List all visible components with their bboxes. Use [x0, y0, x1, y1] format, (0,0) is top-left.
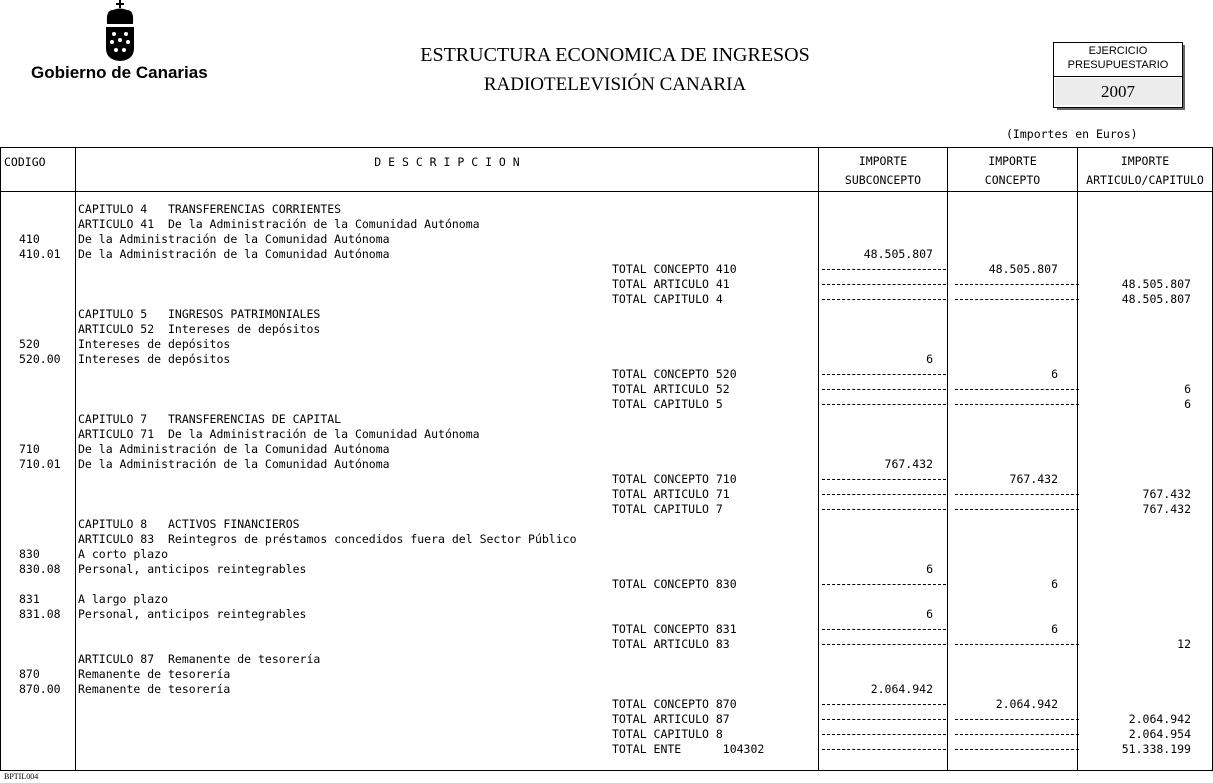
coat-of-arms-icon — [103, 0, 137, 62]
cell-total-label: TOTAL ARTICULO 52 — [612, 382, 730, 396]
cell-descripcion: Intereses de depósitos — [78, 352, 231, 366]
header-divider — [0, 191, 1213, 192]
table-row — [0, 397, 1213, 412]
column-header-codigo: CODIGO — [4, 155, 46, 169]
table-row — [0, 382, 1213, 397]
cell-codigo: 831.08 — [19, 607, 61, 621]
cell-importe-articulo-capitulo: 2.064.942 — [1128, 712, 1191, 726]
table-row — [0, 727, 1213, 742]
table-row — [0, 697, 1213, 712]
dashed-rule — [955, 644, 1079, 645]
cell-descripcion: CAPITULO 5 INGRESOS PATRIMONIALES — [78, 307, 321, 321]
cell-codigo: 410.01 — [19, 247, 61, 261]
table-row — [0, 307, 1213, 322]
ejercicio-box — [1053, 42, 1183, 108]
cell-descripcion: De la Administración de la Comunidad Autónoma — [78, 232, 390, 246]
dashed-rule — [955, 719, 1079, 720]
cell-importe-concepto: 48.505.807 — [988, 262, 1058, 276]
table-row — [0, 607, 1213, 622]
cell-descripcion: De la Administración de la Comunidad Autónoma — [78, 442, 390, 456]
cell-descripcion: Personal, anticipos reintegrables — [78, 607, 307, 621]
cell-descripcion: ARTICULO 71 De la Administración de la Comunidad Autónoma — [78, 427, 480, 441]
cell-descripcion: De la Administración de la Comunidad Autónoma — [78, 457, 390, 471]
dashed-rule — [822, 299, 946, 300]
table-row — [0, 277, 1213, 292]
logo — [28, 0, 213, 90]
cell-total-label: TOTAL CONCEPTO 520 — [612, 367, 737, 381]
cell-total-label: TOTAL CONCEPTO 830 — [612, 577, 737, 591]
column-header-subconcepto: SUBCONCEPTO — [844, 173, 922, 187]
cell-codigo: 520.00 — [19, 352, 61, 366]
cell-descripcion: CAPITULO 4 TRANSFERENCIAS CORRIENTES — [78, 202, 342, 216]
cell-importe-subconcepto: 6 — [926, 352, 933, 366]
cell-importe-subconcepto: 48.505.807 — [863, 247, 933, 261]
table-row — [0, 667, 1213, 682]
cell-total-label: TOTAL CONCEPTO 710 — [612, 472, 737, 486]
page-subtitle: RADIOTELEVISIÓN CANARIA — [483, 74, 747, 95]
cell-importe-articulo-capitulo: 48.505.807 — [1121, 292, 1191, 306]
table-row — [0, 622, 1213, 637]
cell-descripcion: A largo plazo — [78, 592, 169, 606]
column-header-concepto: CONCEPTO — [984, 173, 1041, 187]
table-row — [0, 322, 1213, 337]
cell-importe-articulo-capitulo: 2.064.954 — [1128, 727, 1191, 741]
cell-codigo: 710 — [19, 442, 40, 456]
cell-codigo: 831 — [19, 592, 40, 606]
cell-total-label: TOTAL CAPITULO 5 — [612, 397, 723, 411]
cell-importe-articulo-capitulo: 767.432 — [1142, 502, 1191, 516]
dashed-rule — [822, 389, 946, 390]
cell-importe-articulo-capitulo: 6 — [1184, 382, 1191, 396]
table-row — [0, 577, 1213, 592]
cell-total-label: TOTAL CAPITULO 4 — [612, 292, 723, 306]
cell-descripcion: Remanente de tesorería — [78, 682, 231, 696]
column-header-articulo-capitulo: IMPORTE — [1120, 154, 1170, 168]
cell-descripcion: Intereses de depósitos — [78, 337, 231, 351]
dashed-rule — [955, 299, 1079, 300]
year-value: 2007 — [1055, 78, 1181, 105]
table-body — [0, 202, 1213, 757]
dashed-rule — [822, 749, 946, 750]
table-row — [0, 217, 1213, 232]
table-row — [0, 202, 1213, 217]
column-header-articulo-capitulo: ARTICULO/CAPITULO — [1086, 173, 1204, 187]
table-row — [0, 517, 1213, 532]
dashed-rule — [822, 584, 946, 585]
cell-codigo: 870 — [19, 667, 40, 681]
table-row — [0, 442, 1213, 457]
dashed-rule — [822, 284, 946, 285]
table-row — [0, 367, 1213, 382]
cell-total-label: TOTAL ENTE 104302 — [612, 742, 765, 756]
cell-descripcion: Personal, anticipos reintegrables — [78, 562, 307, 576]
table-row — [0, 472, 1213, 487]
cell-total-label: TOTAL CAPITULO 7 — [612, 502, 723, 516]
report-code: BPTIL004 — [4, 772, 39, 781]
cell-codigo: 870.00 — [19, 682, 61, 696]
table-row — [0, 232, 1213, 247]
cell-codigo: 830 — [19, 547, 40, 561]
table-row — [0, 352, 1213, 367]
cell-importe-articulo-capitulo: 6 — [1184, 397, 1191, 411]
table-row — [0, 562, 1213, 577]
table-row — [0, 652, 1213, 667]
dashed-rule — [822, 269, 946, 270]
cell-importe-concepto: 767.432 — [1009, 472, 1058, 486]
cell-importe-concepto: 6 — [1051, 622, 1058, 636]
dashed-rule — [955, 509, 1079, 510]
cell-importe-articulo-capitulo: 48.505.807 — [1121, 277, 1191, 291]
dashed-rule — [822, 479, 946, 480]
cell-importe-subconcepto: 6 — [926, 607, 933, 621]
cell-descripcion: ARTICULO 52 Intereses de depósitos — [78, 322, 321, 336]
dashed-rule — [822, 734, 946, 735]
dashed-rule — [822, 629, 946, 630]
table-row — [0, 742, 1213, 757]
dashed-rule — [955, 494, 1079, 495]
table-row — [0, 457, 1213, 472]
unit-note: (Importes en Euros) — [1006, 127, 1138, 141]
cell-total-label: TOTAL CONCEPTO 410 — [612, 262, 737, 276]
cell-total-label: TOTAL CONCEPTO 831 — [612, 622, 737, 636]
dashed-rule — [822, 719, 946, 720]
cell-importe-articulo-capitulo: 12 — [1177, 637, 1191, 651]
table-row — [0, 487, 1213, 502]
dashed-rule — [955, 389, 1079, 390]
cell-total-label: TOTAL CONCEPTO 870 — [612, 697, 737, 711]
cell-total-label: TOTAL ARTICULO 71 — [612, 487, 730, 501]
cell-importe-subconcepto: 6 — [926, 562, 933, 576]
cell-importe-subconcepto: 2.064.942 — [870, 682, 933, 696]
table-row — [0, 502, 1213, 517]
ejercicio-label: EJERCICIO — [1088, 45, 1148, 57]
cell-descripcion: De la Administración de la Comunidad Autónoma — [78, 247, 390, 261]
table-row — [0, 682, 1213, 697]
cell-descripcion: ARTICULO 87 Remanente de tesorería — [78, 652, 321, 666]
cell-codigo: 830.08 — [19, 562, 61, 576]
cell-importe-concepto: 6 — [1051, 367, 1058, 381]
column-header-descripcion: D E S C R I P C I O N — [374, 155, 520, 169]
dashed-rule — [955, 404, 1079, 405]
cell-descripcion: CAPITULO 7 TRANSFERENCIAS DE CAPITAL — [78, 412, 342, 426]
table-row — [0, 412, 1213, 427]
cell-descripcion: Remanente de tesorería — [78, 667, 231, 681]
cell-descripcion: A corto plazo — [78, 547, 169, 561]
cell-descripcion: ARTICULO 83 Reintegros de préstamos concedidos fuera del Sector Público — [78, 532, 577, 546]
page-title: ESTRUCTURA ECONOMICA DE INGRESOS — [420, 44, 810, 66]
cell-codigo: 410 — [19, 232, 40, 246]
cell-importe-articulo-capitulo: 767.432 — [1142, 487, 1191, 501]
dashed-rule — [822, 509, 946, 510]
cell-descripcion: ARTICULO 41 De la Administración de la Comunidad Autónoma — [78, 217, 480, 231]
presupuestario-label: PRESUPUESTARIO — [1067, 59, 1169, 71]
cell-total-label: TOTAL ARTICULO 87 — [612, 712, 730, 726]
dashed-rule — [822, 644, 946, 645]
table-row — [0, 427, 1213, 442]
cell-importe-articulo-capitulo: 51.338.199 — [1121, 742, 1191, 756]
dashed-rule — [822, 494, 946, 495]
table-row — [0, 532, 1213, 547]
table-row — [0, 547, 1213, 562]
cell-importe-subconcepto: 767.432 — [884, 457, 933, 471]
logo-text: Gobierno de Canarias — [31, 63, 208, 82]
dashed-rule — [955, 284, 1079, 285]
dashed-rule — [955, 749, 1079, 750]
table-row — [0, 712, 1213, 727]
cell-codigo: 520 — [19, 337, 40, 351]
column-header-concepto: IMPORTE — [988, 154, 1037, 168]
table-row — [0, 292, 1213, 307]
dashed-rule — [822, 374, 946, 375]
dashed-rule — [822, 704, 946, 705]
cell-descripcion: CAPITULO 8 ACTIVOS FINANCIEROS — [78, 517, 300, 531]
dashed-rule — [822, 404, 946, 405]
column-header-subconcepto: IMPORTE — [858, 154, 908, 168]
table-row — [0, 247, 1213, 262]
cell-importe-concepto: 6 — [1051, 577, 1058, 591]
table-row — [0, 262, 1213, 277]
cell-importe-concepto: 2.064.942 — [995, 697, 1058, 711]
table-row — [0, 592, 1213, 607]
cell-total-label: TOTAL ARTICULO 41 — [612, 277, 730, 291]
table-row — [0, 337, 1213, 352]
dashed-rule — [955, 734, 1079, 735]
cell-total-label: TOTAL ARTICULO 83 — [612, 637, 730, 651]
cell-codigo: 710.01 — [19, 457, 61, 471]
cell-total-label: TOTAL CAPITULO 8 — [612, 727, 723, 741]
table-row — [0, 637, 1213, 652]
divider — [1054, 76, 1182, 77]
